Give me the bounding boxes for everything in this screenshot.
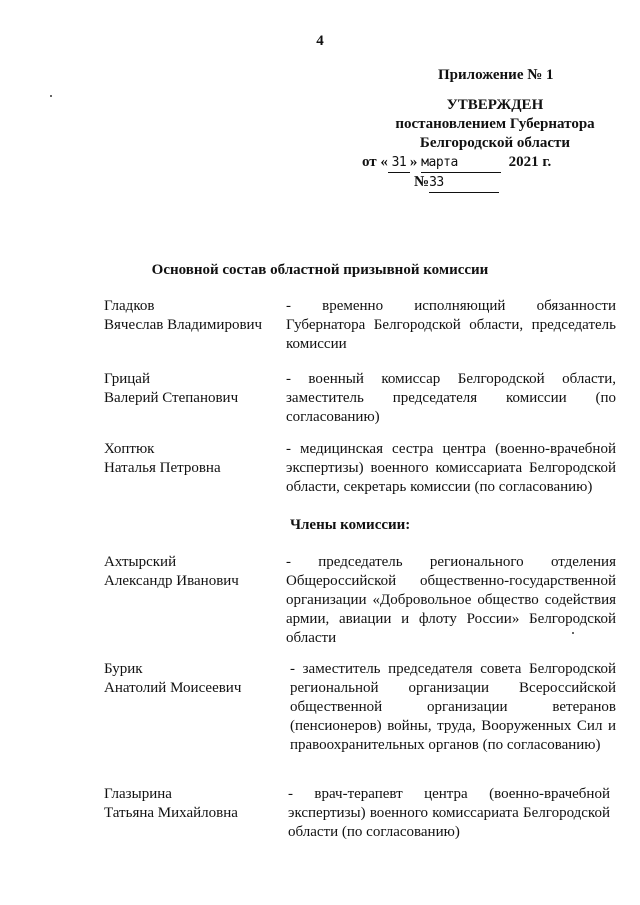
member-surname: Хоптюк [104,441,155,457]
member-surname: Бурик [104,661,143,677]
number-sign: № [414,174,430,190]
member-role: - председатель регионального отделения Общероссийской общественно-государственной организации «Добровольное общество содействия армии, авиации и флоту России» Белгородской области [286,554,616,646]
document-title: Основной состав областной призывной комиссии [151,262,489,278]
date-mid: » [409,154,422,170]
number-value: 33 [429,173,499,193]
approval-block [362,96,610,193]
page-number: 4 [316,33,324,49]
approval-line-1: постановлением Губернатора [395,116,595,132]
member-given-name: Александр Иванович [104,573,239,589]
member-given-name: Вячеслав Владимирович [104,317,263,333]
appendix-label: Приложение № 1 [438,67,554,83]
approval-title: УТВЕРЖДЕН [446,97,544,113]
approval-line-2: Белгородской области [419,135,571,151]
approval-date [362,153,610,173]
member-surname: Ахтырский [104,554,177,570]
scan-speck [572,632,574,634]
date-year: 2021 г. [508,154,552,170]
member-name [104,297,284,335]
member-given-name: Татьяна Михайловна [104,805,238,821]
member-name [104,785,284,823]
member-role: - временно исполняющий обязанности Губернатора Белгородской области, председатель комиссии [286,298,616,352]
member-role: - заместитель председателя совета Белгородской региональной организации Всероссийской общественной организации ветеранов (пенсионеров) войны, труда, Вооруженных Сил и правоохранительных органов (по согласованию) [290,661,616,753]
members-heading: Члены комиссии: [290,517,411,533]
member-surname: Глазырина [104,786,172,802]
member-name [104,370,284,408]
member-surname: Грицай [104,371,150,387]
approval-number [414,173,610,193]
member-role: - врач-терапевт центра (военно-врачебной экспертизы) военного комиссариата Белгородской области (по согласованию) [288,786,610,840]
member-given-name: Наталья Петровна [104,460,221,476]
member-role: - военный комиссар Белгородской области, заместитель председателя комиссии (по согласованию) [286,371,616,425]
member-name [104,440,284,478]
scan-speck [50,95,52,97]
member-name [104,660,284,698]
date-prefix: от « [362,154,388,170]
member-name [104,553,284,591]
member-given-name: Анатолий Моисеевич [104,680,242,696]
member-given-name: Валерий Степанович [104,390,239,406]
member-role: - медицинская сестра центра (военно-врачебной экспертизы) военного комиссариата Белгородской области, секретарь комиссии (по согласованию) [286,441,616,495]
date-month: марта [421,153,501,173]
member-surname: Гладков [104,298,155,314]
date-day: 31 [388,153,410,173]
